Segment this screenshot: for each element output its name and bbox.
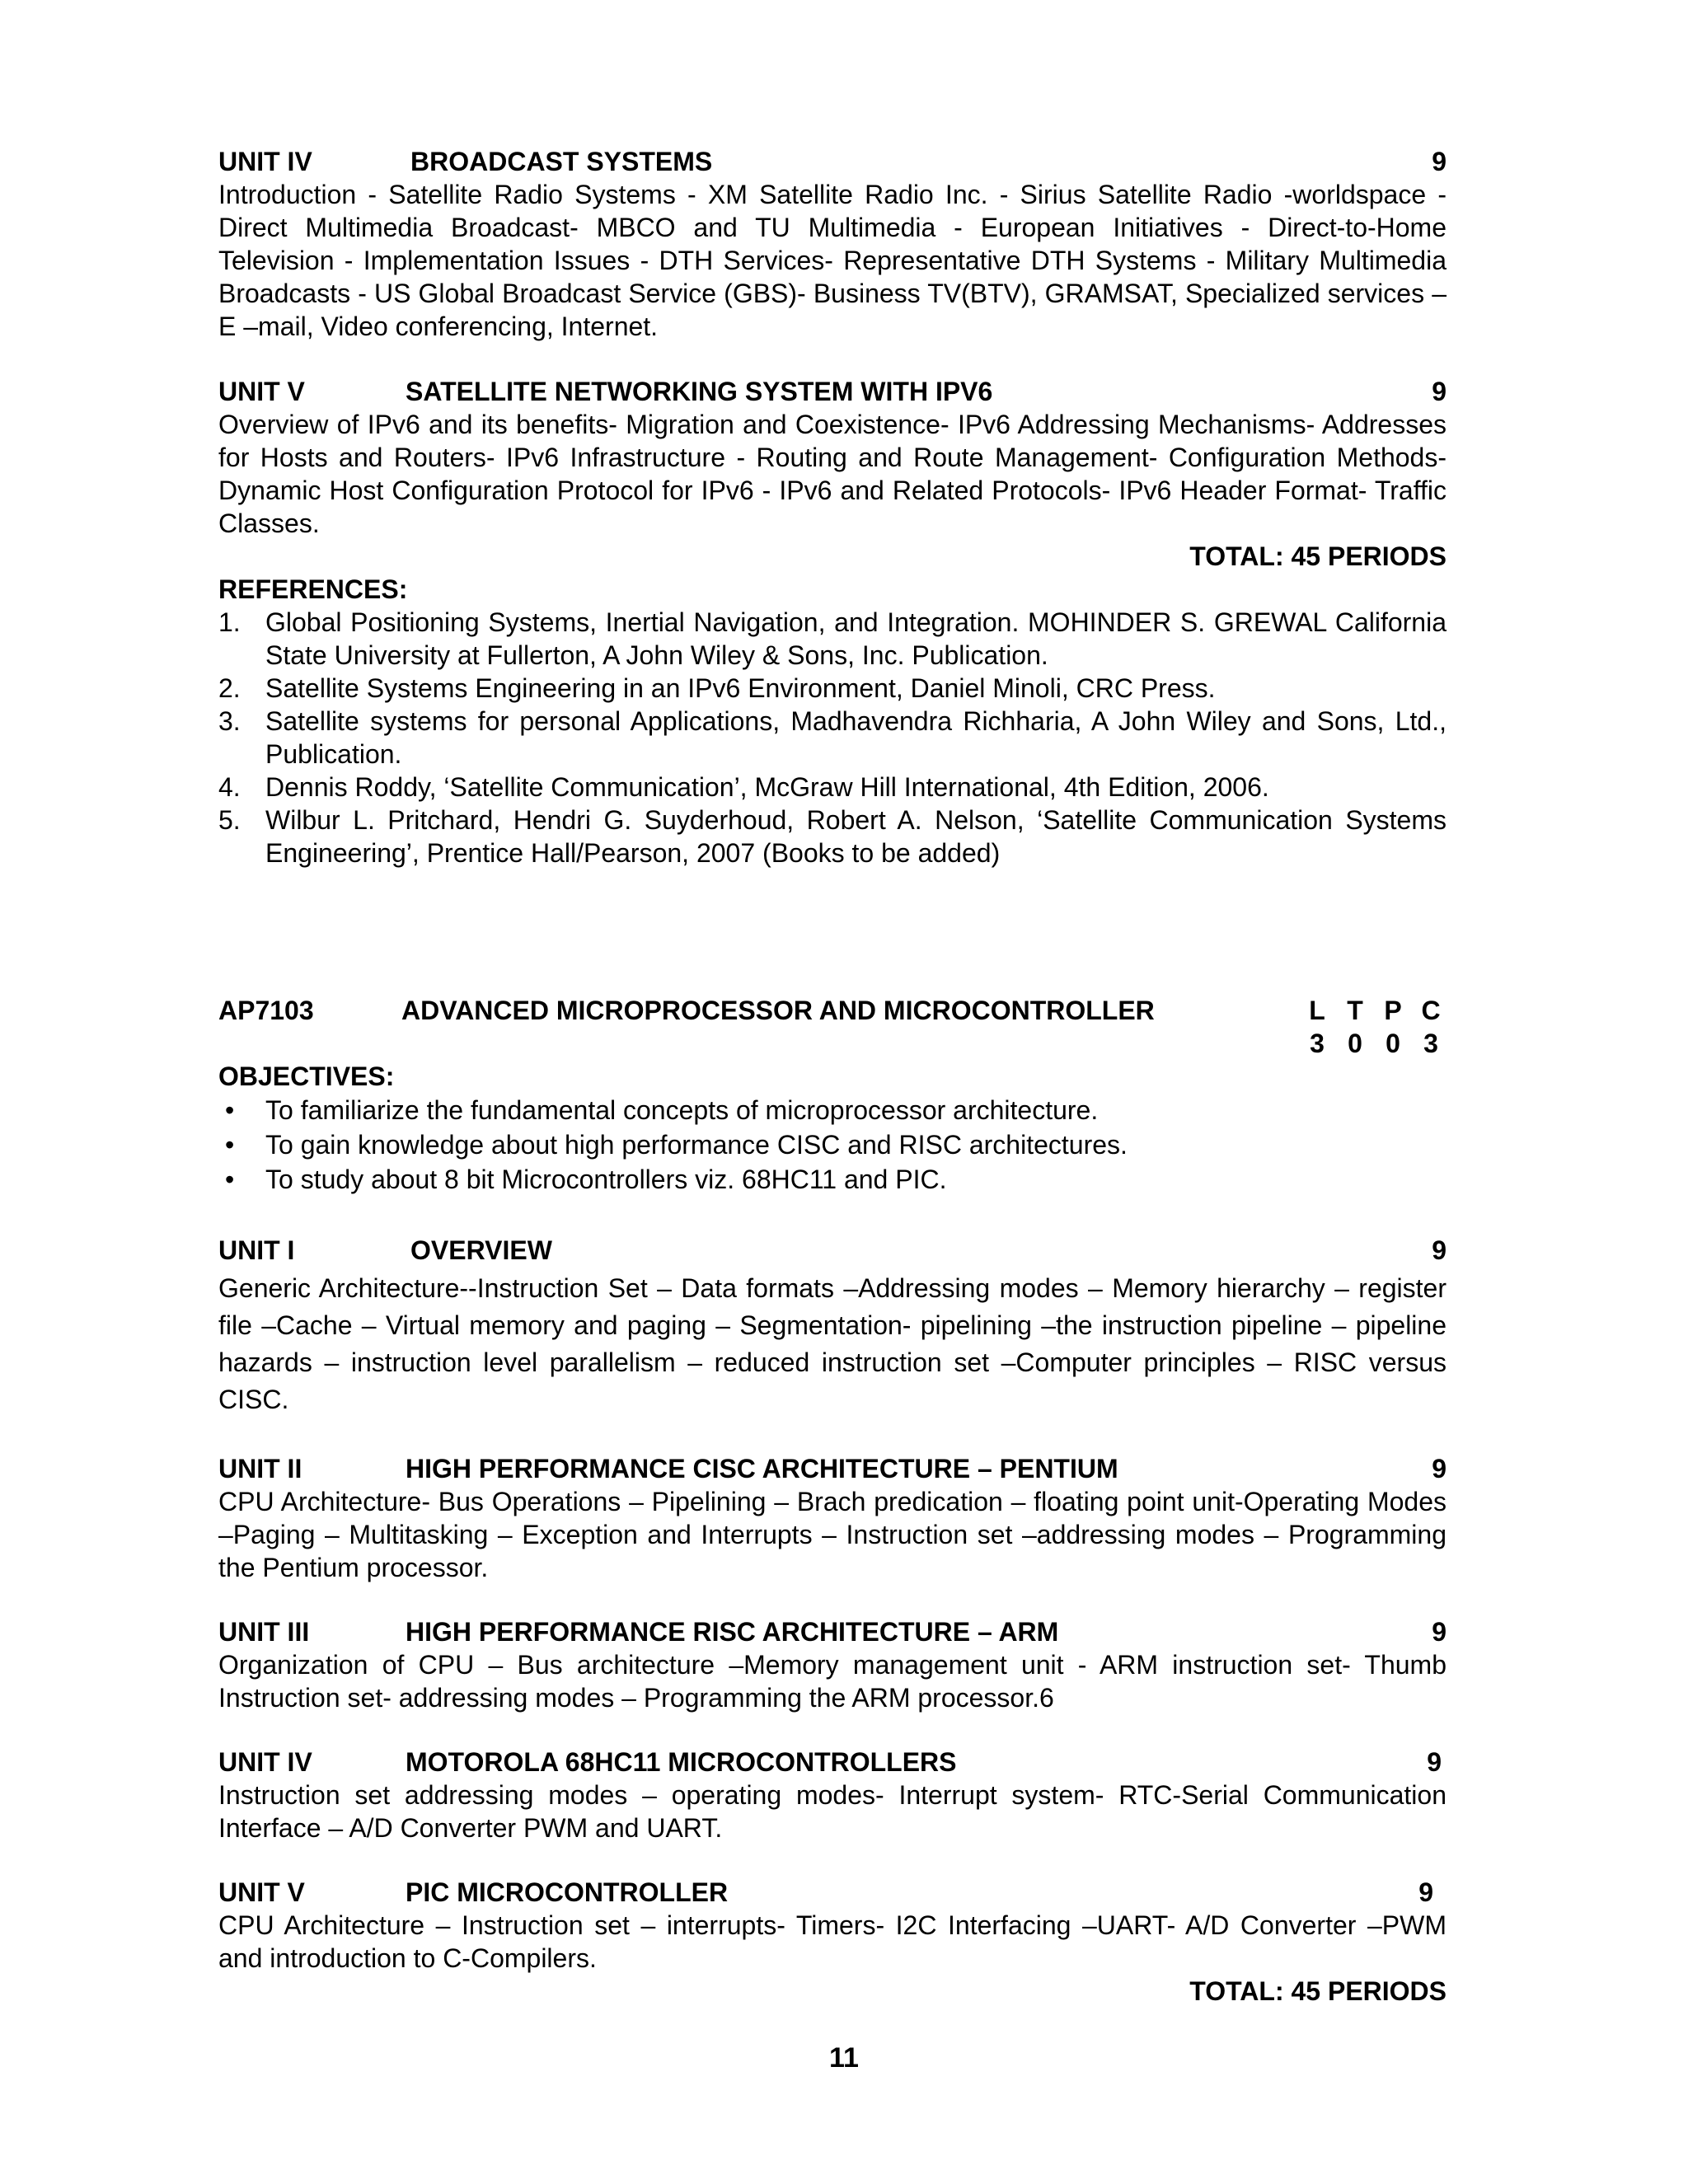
- unit-body: Organization of CPU – Bus architecture –Memory management unit - ARM instruction set- Thumb Instruction set- addressing modes – Programming the ARM processor.6: [218, 1650, 1447, 1713]
- bullet-icon: •: [225, 1130, 235, 1160]
- unit-body: Introduction - Satellite Radio Systems - XM Satellite Radio Inc. - Sirius Satellite Radio -worldspace - Direct Multimedia Broadcast- MBCO and TU Multimedia - European Initiatives - Direct-to-Home Television - Implementation Issues - DTH Services- Representative DTH Systems - Military Multimedia Broadcasts - US Global Broadcast Service (GBS)- Business TV(BTV), GRAMSAT, Specialized services – E –mail, Video conferencing, Internet.: [218, 180, 1447, 341]
- reference-text: Satellite systems for personal Applications, Madhavendra Richharia, A John Wiley and Sons, Ltd., Publication.: [265, 706, 1447, 769]
- reference-item: [218, 771, 1447, 804]
- section-unit-iv-motorola: [218, 1746, 1447, 1844]
- reference-item: [218, 672, 1447, 705]
- ltpc-label: C: [1421, 996, 1441, 1025]
- references-list: [218, 606, 1447, 869]
- objective-item: [218, 1127, 1447, 1162]
- section-unit-iv-broadcast: [218, 145, 1447, 343]
- unit-title: OVERVIEW: [410, 1235, 552, 1265]
- objectives-list: [218, 1093, 1447, 1197]
- objective-item: [218, 1093, 1447, 1127]
- unit-label: UNIT IV: [218, 147, 312, 176]
- objective-text: To familiarize the fundamental concepts of microprocessor architecture.: [265, 1095, 1099, 1125]
- unit-hours: 9: [1418, 1877, 1433, 1907]
- unit-label: UNIT IV: [218, 1747, 312, 1777]
- section-unit-i-overview: [218, 1234, 1447, 1418]
- reference-item: [218, 606, 1447, 672]
- bullet-icon: •: [225, 1095, 235, 1125]
- ltpc-label: L: [1309, 996, 1325, 1025]
- reference-number: 5.: [218, 805, 241, 835]
- unit-hours: 9: [1432, 1617, 1447, 1647]
- course-code: AP7103: [218, 996, 314, 1025]
- total-periods: TOTAL: 45 PERIODS: [1189, 1976, 1447, 2006]
- ltpc-label: P: [1384, 996, 1402, 1025]
- unit-title: HIGH PERFORMANCE CISC ARCHITECTURE – PENTIUM: [406, 1454, 1118, 1483]
- ltpc-value: 0: [1386, 1029, 1400, 1058]
- reference-number: 3.: [218, 706, 241, 736]
- references-heading: REFERENCES:: [218, 574, 408, 604]
- reference-text: Global Positioning Systems, Inertial Navigation, and Integration. MOHINDER S. GREWAL California State University at Fullerton, A John Wiley & Sons, Inc. Publication.: [265, 607, 1447, 670]
- unit-heading: [218, 1615, 1447, 1648]
- unit-hours: 9: [1432, 1235, 1447, 1265]
- reference-text: Dennis Roddy, ‘Satellite Communication’, McGraw Hill International, 4th Edition, 2006.: [265, 772, 1269, 802]
- ltpc-value: 3: [1310, 1029, 1325, 1058]
- unit-label: UNIT V: [218, 377, 305, 406]
- course-title-row: [218, 994, 1447, 1027]
- objective-item: [218, 1162, 1447, 1197]
- objective-text: To gain knowledge about high performance CISC and RISC architectures.: [265, 1130, 1128, 1160]
- ltpc-labels: [1298, 994, 1450, 1027]
- ltpc-values: [1298, 1027, 1450, 1060]
- reference-number: 1.: [218, 607, 241, 637]
- unit-heading: [218, 375, 1447, 408]
- unit-body: Overview of IPv6 and its benefits- Migration and Coexistence- IPv6 Addressing Mechanisms- Addresses for Hosts and Routers- IPv6 Infrastructure - Routing and Route Management- Configuration Methods- Dynamic Host Configuration Protocol for IPv6 - IPv6 and Related Protocols- IPv6 Header Format- Traffic Classes.: [218, 410, 1447, 538]
- reference-number: 2.: [218, 673, 241, 703]
- unit-hours: 9: [1427, 1747, 1442, 1777]
- unit-title: PIC MICROCONTROLLER: [406, 1877, 729, 1907]
- section-unit-v-pic: [218, 1876, 1447, 2008]
- section-unit-ii-cisc: [218, 1452, 1447, 1584]
- objective-text: To study about 8 bit Microcontrollers viz. 68HC11 and PIC.: [265, 1165, 947, 1194]
- unit-body: CPU Architecture – Instruction set – interrupts- Timers- I2C Interfacing –UART- A/D Converter –PWM and introduction to C-Compilers.: [218, 1910, 1447, 1973]
- unit-title: MOTOROLA 68HC11 MICROCONTROLLERS: [406, 1747, 957, 1777]
- reference-text: Wilbur L. Pritchard, Hendri G. Suyderhoud, Robert A. Nelson, ‘Satellite Communication Systems Engineering’, Prentice Hall/Pearson, 2007 (Books to be added): [265, 805, 1447, 868]
- unit-label: UNIT V: [218, 1877, 305, 1907]
- unit-hours: 9: [1432, 377, 1447, 406]
- ltpc-values-row: [218, 1027, 1447, 1060]
- unit-label: UNIT I: [218, 1235, 295, 1265]
- page-number: 11: [829, 2042, 859, 2074]
- objectives-heading: OBJECTIVES:: [218, 1062, 395, 1091]
- ltpc-label: T: [1347, 996, 1363, 1025]
- unit-heading: [218, 1746, 1447, 1779]
- unit-heading: [218, 1452, 1447, 1485]
- reference-text: Satellite Systems Engineering in an IPv6 Environment, Daniel Minoli, CRC Press.: [265, 673, 1216, 703]
- unit-heading: [218, 1234, 1447, 1267]
- ltpc-value: 0: [1348, 1029, 1362, 1058]
- unit-title: HIGH PERFORMANCE RISC ARCHITECTURE – ARM: [406, 1617, 1059, 1647]
- bullet-icon: •: [225, 1165, 235, 1194]
- unit-label: UNIT III: [218, 1617, 310, 1647]
- course-header: [218, 994, 1447, 1197]
- total-periods: TOTAL: 45 PERIODS: [1189, 541, 1447, 571]
- unit-label: UNIT II: [218, 1454, 302, 1483]
- unit-body: Instruction set addressing modes – operating modes- Interrupt system- RTC-Serial Communication Interface – A/D Converter PWM and UART.: [218, 1780, 1447, 1843]
- reference-item: [218, 804, 1447, 869]
- unit-body: Generic Architecture--Instruction Set – Data formats –Addressing modes – Memory hierarchy – register file –Cache – Virtual memory and paging – Segmentation- pipelining –the instruction pipeline – pipeline hazards – instruction level parallelism – reduced instruction set –Computer principles – RISC versus CISC.: [218, 1273, 1447, 1414]
- unit-body: CPU Architecture- Bus Operations – Pipelining – Brach predication – floating point unit-Operating Modes –Paging – Multitasking – Exception and Interrupts – Instruction set –addressing modes – Programming the Pentium processor.: [218, 1487, 1447, 1582]
- unit-heading: [218, 145, 1447, 178]
- unit-hours: 9: [1432, 1454, 1447, 1483]
- course-title: ADVANCED MICROPROCESSOR AND MICROCONTROLLER: [401, 996, 1155, 1025]
- reference-number: 4.: [218, 772, 241, 802]
- unit-hours: 9: [1432, 147, 1447, 176]
- unit-heading: [218, 1876, 1447, 1909]
- reference-item: [218, 705, 1447, 771]
- section-unit-iii-risc: [218, 1615, 1447, 1714]
- section-unit-v-networking: [218, 375, 1447, 869]
- unit-title: BROADCAST SYSTEMS: [410, 147, 713, 176]
- unit-title: SATELLITE NETWORKING SYSTEM WITH IPV6: [406, 377, 993, 406]
- ltpc-value: 3: [1423, 1029, 1438, 1058]
